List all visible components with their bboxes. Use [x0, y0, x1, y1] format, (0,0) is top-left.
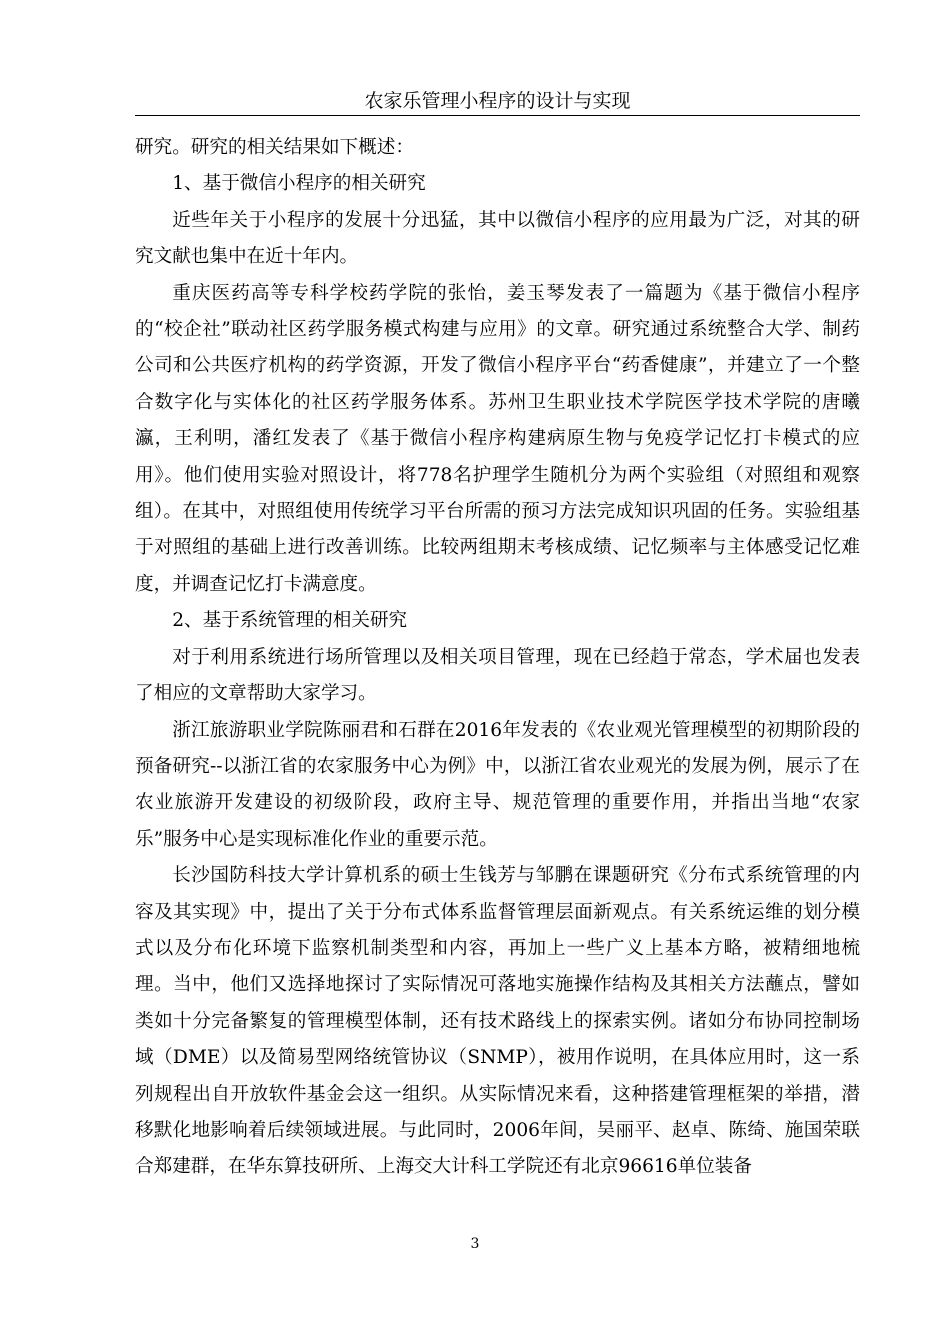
paragraph: 浙江旅游职业学院陈丽君和石群在2016年发表的《农业观光管理模型的初期阶段的预备研究--以浙江省的农家服务中心为例》中，以浙江省农业观光的发展为例，展示了在农业旅游开发建设的初级阶段，政府主导、规范管理的重要作用，并指出当地“农家乐”服务中心是实现标准化作业的重要示范。 [135, 719, 860, 850]
section-heading-wechat-miniprogram-research: 1、基于微信小程序的相关研究 [172, 173, 426, 195]
paragraph: 近些年关于小程序的发展十分迅猛，其中以微信小程序的应用最为广泛，对其的研究文献也集中在近十年内。 [135, 209, 860, 268]
paragraph-continuation: 研究。研究的相关结果如下概述： [135, 137, 414, 158]
running-header-title: 农家乐管理小程序的设计与实现 [364, 90, 631, 112]
page-number: 3 [470, 1236, 480, 1252]
paragraph: 对于利用系统进行场所管理以及相关项目管理，现在已经趋于常态，学术届也发表了相应的文章帮助大家学习。 [135, 646, 860, 705]
paragraph: 重庆医药高等专科学校药学院的张怡，姜玉琴发表了一篇题为《基于微信小程序的“校企社”联动社区药学服务模式构建与应用》的文章。研究通过系统整合大学、制药公司和公共医疗机构的药学资源，开发了微信小程序平台“药香健康”，并建立了一个整合数字化与实体化的社区药学服务体系。苏州卫生职业技术学院医学技术学院的唐曦瀛，王利明，潘红发表了《基于微信小程序构建病原生物与免疫学记忆打卡模式的应用》。他们使用实验对照设计，将778名护理学生随机分为两个实验组（对照组和观察组）。在其中，对照组使用传统学习平台所需的预习方法完成知识巩固的任务。实验组基于对照组的基础上进行改善训练。比较两组期末考核成绩、记忆频率与主体感受记忆难度，并调查记忆打卡满意度。 [135, 282, 860, 595]
header-rule [135, 115, 860, 116]
body-text [135, 130, 860, 1186]
paragraph: 长沙国防科技大学计算机系的硕士生钱芳与邹鹏在课题研究《分布式系统管理的内容及其实现》中，提出了关于分布式体系监督管理层面新观点。有关系统运维的划分模式以及分布化环境下监察机制类型和内容，再加上一些广义上基本方略，被精细地梳理。当中，他们又选择地探讨了实际情况可落地实施操作结构及其相关方法蘸点，譬如类如十分完备繁复的管理模型体制，还有技术路线上的探索实例。诸如分布协同控制场域（DME）以及简易型网络统管协议（SNMP），被用作说明，在具体应用时，这一系列规程出自开放软件基金会这一组织。从实际情况来看，这种搭建管理框架的举措，潜移默化地影响着后续领域进展。与此同时，2006年间，吴丽平、赵卓、陈绮、施国荣联合郑建群，在华东算技研所、上海交大计科工学院还有北京96616单位装备 [135, 865, 860, 1178]
section-heading-system-management-research: 2、基于系统管理的相关研究 [172, 610, 408, 632]
